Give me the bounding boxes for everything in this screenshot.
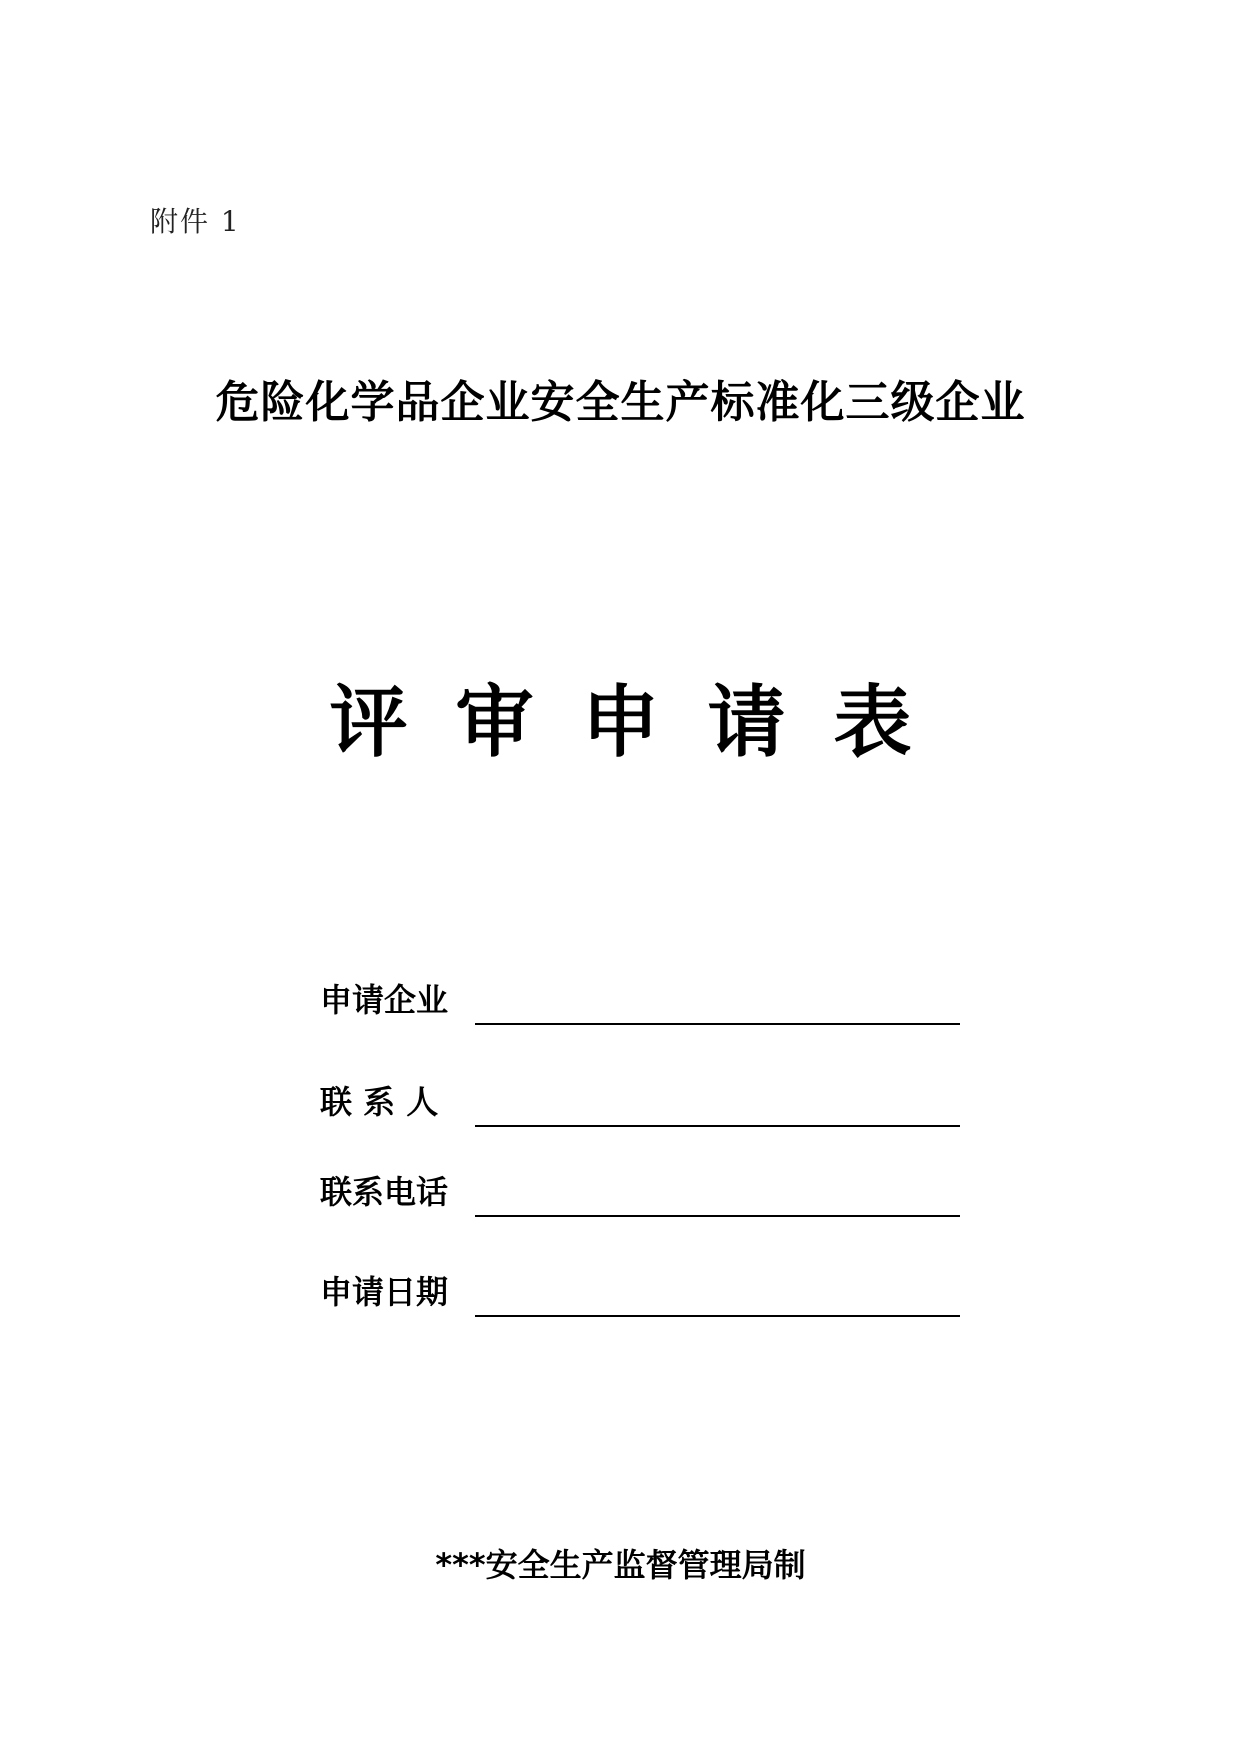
application-date-line[interactable] — [475, 1315, 960, 1317]
form-title: 评审申请表 — [329, 678, 960, 768]
contact-phone-line[interactable] — [475, 1215, 960, 1217]
field-row-applicant-company — [320, 975, 960, 1025]
contact-phone-label: 联系电话 — [320, 1173, 449, 1211]
issuer-footer: ***安全生产监督管理局制 — [435, 1546, 806, 1584]
applicant-company-line[interactable] — [475, 1023, 960, 1025]
attachment-label: 附件 1 — [150, 205, 241, 238]
contact-person-label: 联 系 人 — [320, 1083, 439, 1121]
application-date-label: 申请日期 — [320, 1273, 449, 1311]
field-row-contact-phone — [320, 1167, 960, 1217]
field-row-contact-person — [320, 1077, 960, 1127]
applicant-company-label: 申请企业 — [320, 981, 449, 1019]
document-title: 危险化学品企业安全生产标准化三级企业 — [215, 377, 1026, 428]
field-row-application-date — [320, 1267, 960, 1317]
contact-person-line[interactable] — [475, 1125, 960, 1127]
